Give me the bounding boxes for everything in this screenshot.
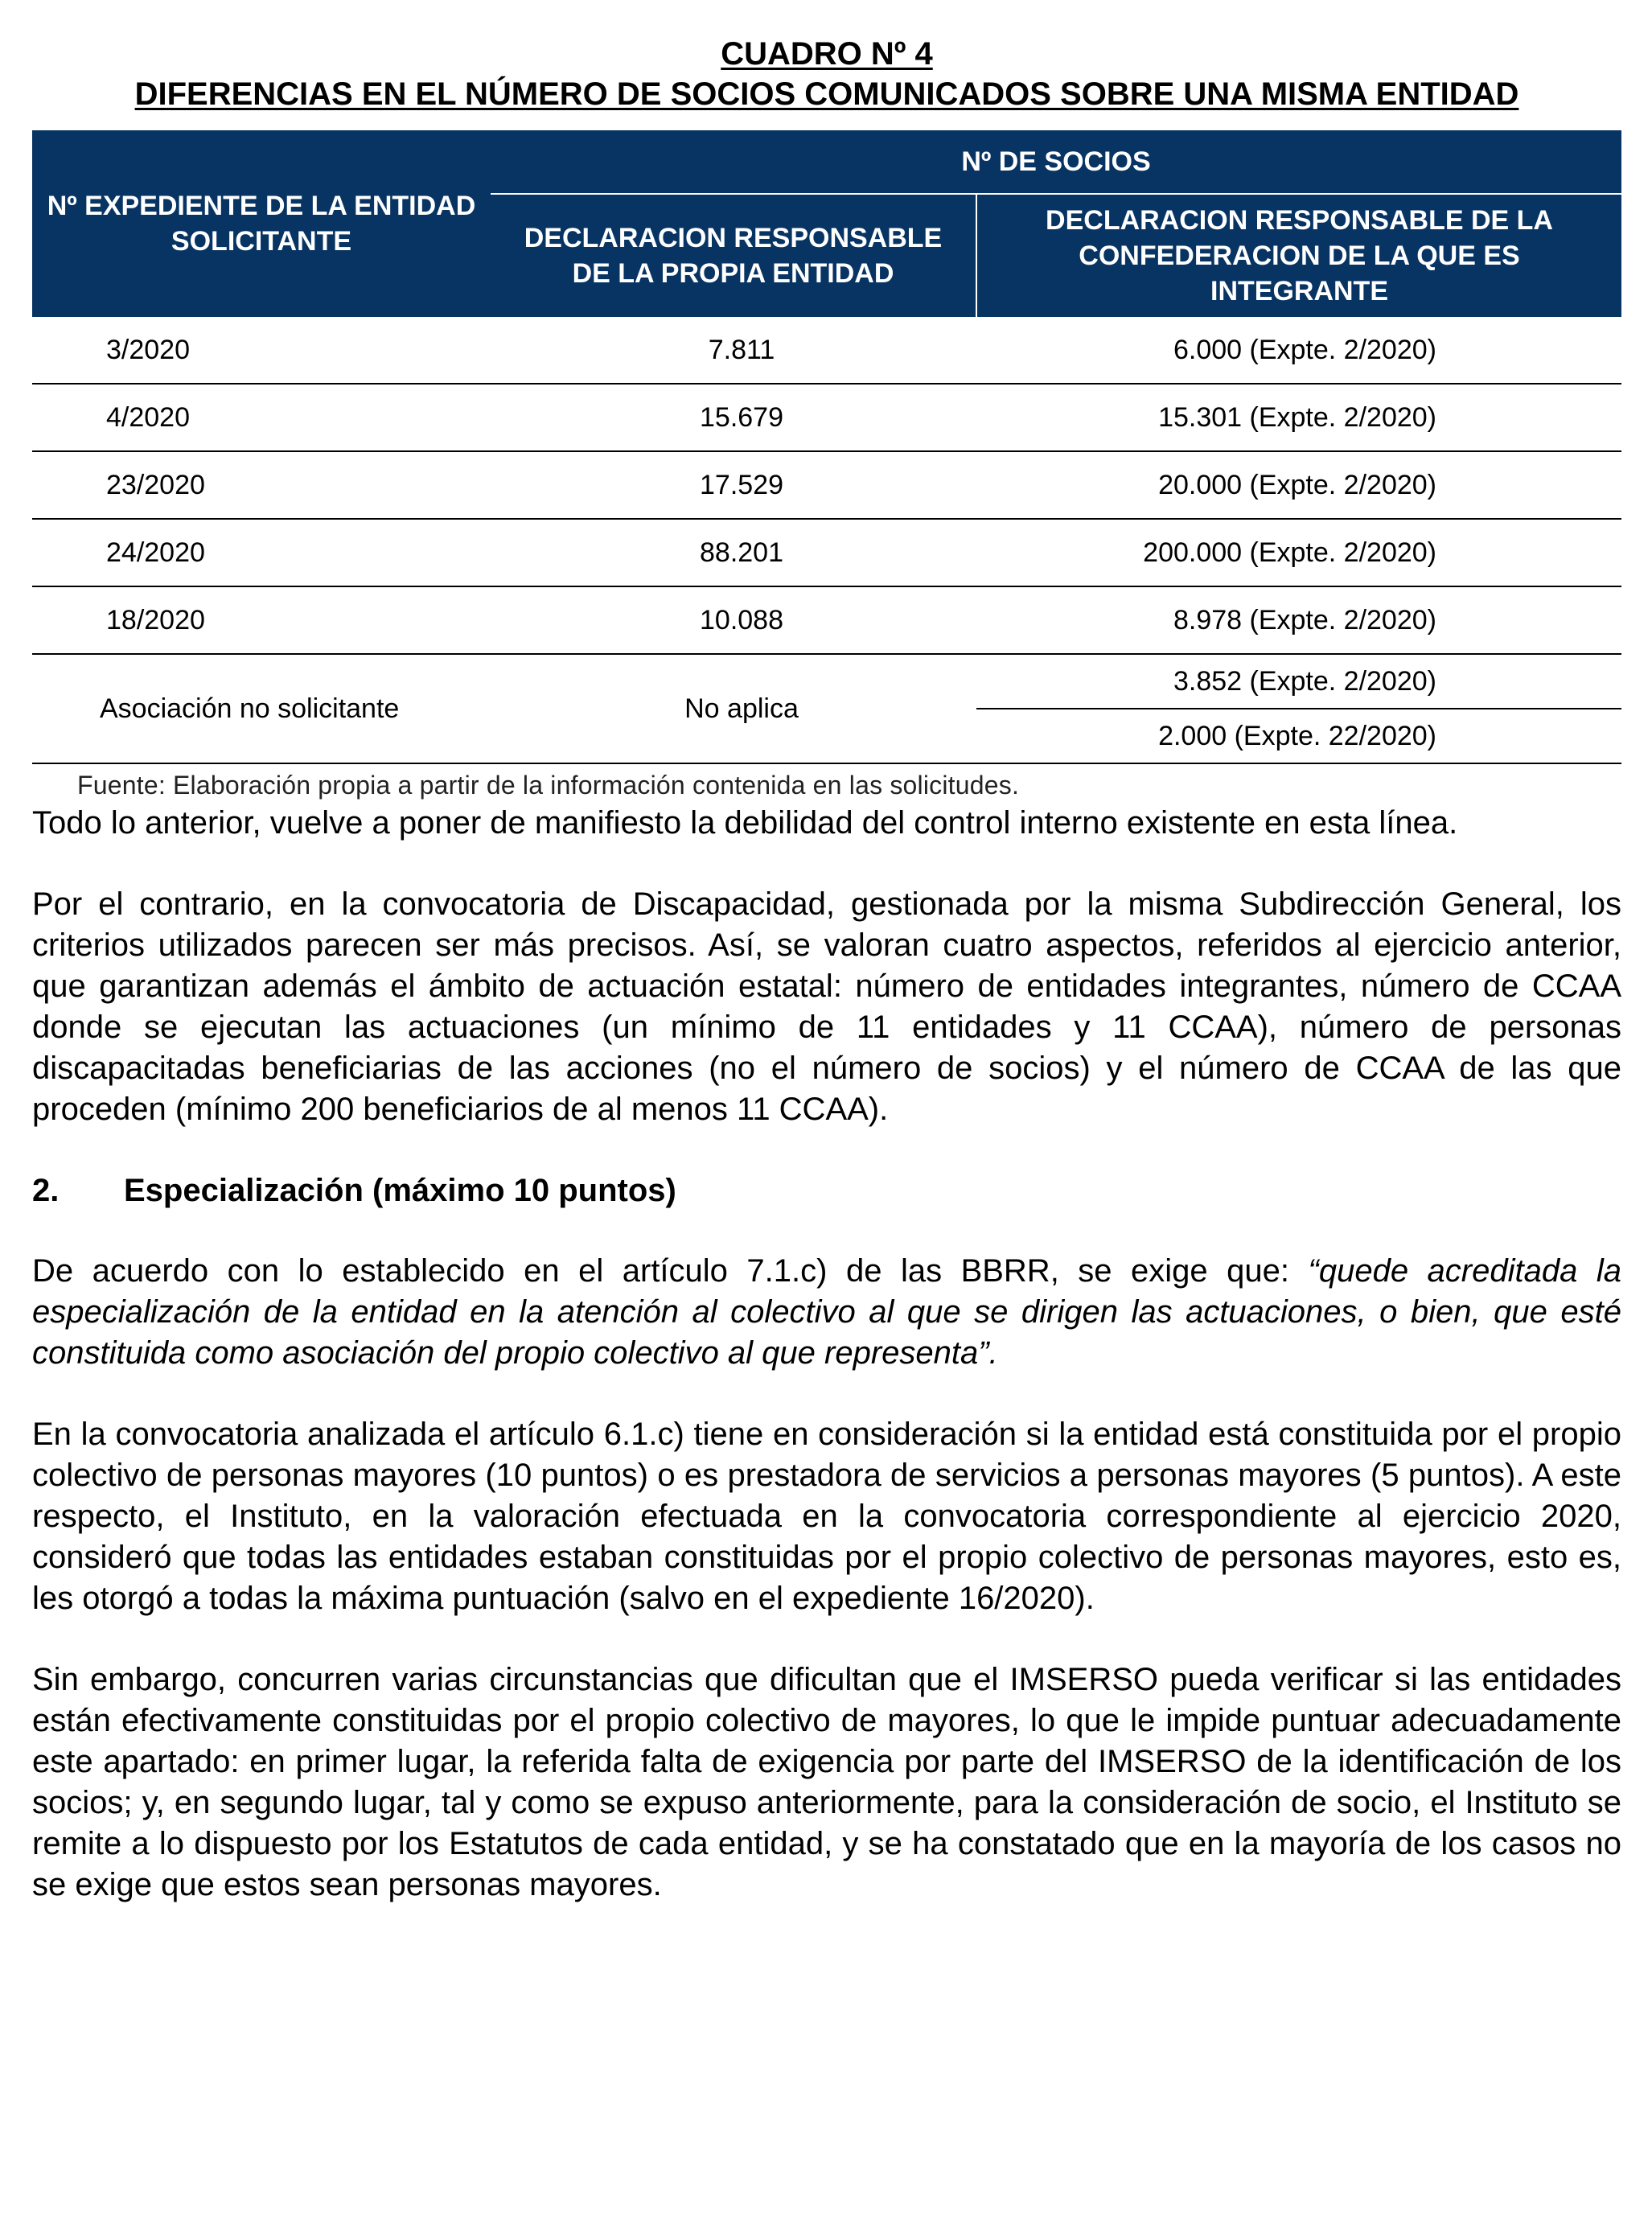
cell-propia: No aplica [491, 654, 976, 763]
section-number: 2. [32, 1173, 60, 1208]
paragraph-4: En la convocatoria analizada el artículo 6.1.c) tiene en consideración si la entidad está constituida por el propio colectivo de personas mayores (10 puntos) o es prestadora de servicios a personas mayores (5 puntos). A este respecto, el Instituto, en la valoración efectuada en la convocatoria correspondiente al ejercicio 2020, consideró que todas las entidades estaban constituidas por el propio colectivo de personas mayores, esto es, les otorgó a todas la máxima puntuación (salvo en el expediente 16/2020). [32, 1417, 1621, 1616]
cell-confederacion: 200.000 (Expte. 2/2020) [976, 519, 1621, 586]
cell-expediente: 24/2020 [32, 519, 491, 586]
cell-confederacion: 8.978 (Expte. 2/2020) [976, 586, 1621, 654]
table-row [32, 451, 1621, 519]
header-confederacion: DECLARACION RESPONSABLE DE LA CONFEDERACION DE LA QUE ES INTEGRANTE [976, 194, 1621, 317]
cell-propia: 17.529 [491, 451, 976, 519]
cell-propia: 7.811 [491, 317, 976, 384]
header-propia-entidad: DECLARACION RESPONSABLE DE LA PROPIA ENTIDAD [491, 194, 976, 317]
paragraph-2: Por el contrario, en la convocatoria de Discapacidad, gestionada por la misma Subdirección General, los criterios utilizados parecen ser más precisos. Así, se valoran cuatro aspectos, referidos al ejercicio anterior, que garantizan además el ámbito de actuación estatal: número de entidades integrantes, número de CCAA donde se ejecutan las actuaciones (un mínimo de 11 entidades y 11 CCAA), número de personas discapacitadas beneficiarias de las acciones (no el número de socios) y el número de CCAA de las que proceden (mínimo 200 beneficiarios de al menos 11 CCAA). [32, 886, 1621, 1127]
cell-expediente: Asociación no solicitante [32, 654, 491, 763]
document-page [32, 34, 1621, 1906]
cell-expediente: 18/2020 [32, 586, 491, 654]
section-heading [32, 1170, 1621, 1211]
cell-expediente: 3/2020 [32, 317, 491, 384]
paragraph-1: Todo lo anterior, vuelve a poner de manifiesto la debilidad del control interno existente en esta línea. [32, 805, 1458, 841]
section-title: Especialización (máximo 10 puntos) [124, 1173, 676, 1208]
paragraph-3 [32, 1251, 1621, 1374]
header-socios: Nº DE SOCIOS [491, 130, 1621, 194]
cell-confederacion: 2.000 (Expte. 22/2020) [976, 709, 1621, 763]
cell-confederacion: 20.000 (Expte. 2/2020) [976, 451, 1621, 519]
table-subtitle: DIFERENCIAS EN EL NÚMERO DE SOCIOS COMUNICADOS SOBRE UNA MISMA ENTIDAD [134, 76, 1519, 112]
paragraph-5: Sin embargo, concurren varias circunstancias que dificultan que el IMSERSO pueda verificar si las entidades están efectivamente constituidas por el propio colectivo de mayores, lo que le impide puntuar adecuadamente este apartado: en primer lugar, la referida falta de exigencia por parte del IMSERSO de la identificación de los socios; y, en segundo lugar, tal y como se expuso anteriormente, para la consideración de socio, el Instituto se remite a lo dispuesto por los Estatutos de cada entidad, y se ha constatado que en la mayoría de los casos no se exige que estos sean personas mayores. [32, 1662, 1621, 1902]
cell-expediente: 23/2020 [32, 451, 491, 519]
cell-propia: 15.679 [491, 384, 976, 451]
table-source-note: Fuente: Elaboración propia a partir de la información contenida en las solicitudes. [77, 771, 1020, 800]
cell-propia: 10.088 [491, 586, 976, 654]
socios-table [32, 130, 1621, 764]
header-expediente: Nº EXPEDIENTE DE LA ENTIDAD SOLICITANTE [32, 130, 491, 317]
cell-propia: 88.201 [491, 519, 976, 586]
paragraph-3-text: De acuerdo con lo establecido en el artículo 7.1.c) de las BBRR, se exige que: [32, 1253, 1309, 1289]
table-row [32, 384, 1621, 451]
cell-expediente: 4/2020 [32, 384, 491, 451]
paragraph-3-quote: “quede acreditada la especialización de la entidad en la atención al colectivo al que se dirigen las actuaciones, o bien, que esté constituida como asociación del propio colectivo al que representa”. [32, 1253, 1621, 1371]
table-title: CUADRO Nº 4 [721, 36, 933, 72]
table-row [32, 317, 1621, 384]
table-row [32, 586, 1621, 654]
table-row [32, 519, 1621, 586]
cell-confederacion: 6.000 (Expte. 2/2020) [976, 317, 1621, 384]
cell-confederacion: 15.301 (Expte. 2/2020) [976, 384, 1621, 451]
cell-confederacion: 3.852 (Expte. 2/2020) [976, 654, 1621, 709]
table-row-last [32, 654, 1621, 709]
